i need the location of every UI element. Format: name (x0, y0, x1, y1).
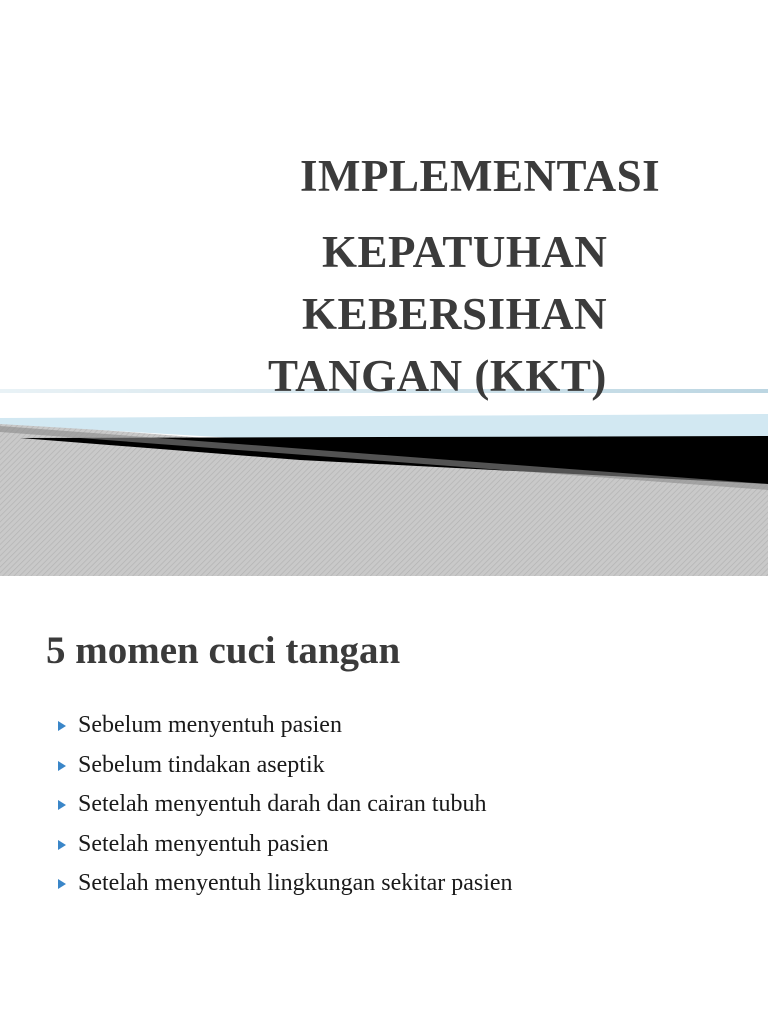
list-item-label: Sebelum menyentuh pasien (78, 712, 342, 738)
triangle-bullet-icon (58, 721, 66, 731)
triangle-bullet-icon (58, 761, 66, 771)
list-item (54, 746, 513, 786)
list-item-label: Setelah menyentuh darah dan cairan tubuh (78, 791, 487, 817)
list-item (54, 706, 513, 746)
section-heading: 5 momen cuci tangan (46, 629, 401, 672)
list-item-label: Setelah menyentuh lingkungan sekitar pasien (78, 870, 513, 896)
slide-title (0, 148, 768, 408)
moments-list (54, 706, 513, 904)
title-line-1: IMPLEMENTASI (300, 151, 661, 201)
triangle-bullet-icon (58, 879, 66, 889)
triangle-bullet-icon (58, 800, 66, 810)
list-item (54, 864, 513, 904)
triangle-bullet-icon (58, 840, 66, 850)
title-line-2: KEPATUHAN (322, 227, 608, 277)
decorative-banner (0, 380, 768, 576)
list-item-label: Sebelum tindakan aseptik (78, 751, 325, 778)
title-line-3: KEBERSIHAN (302, 289, 608, 339)
content-slide (0, 576, 768, 1024)
list-item (54, 785, 513, 825)
list-item-label: Setelah menyentuh pasien (78, 830, 329, 857)
list-item (54, 825, 513, 865)
title-line-4: TANGAN (KKT) (268, 351, 607, 401)
